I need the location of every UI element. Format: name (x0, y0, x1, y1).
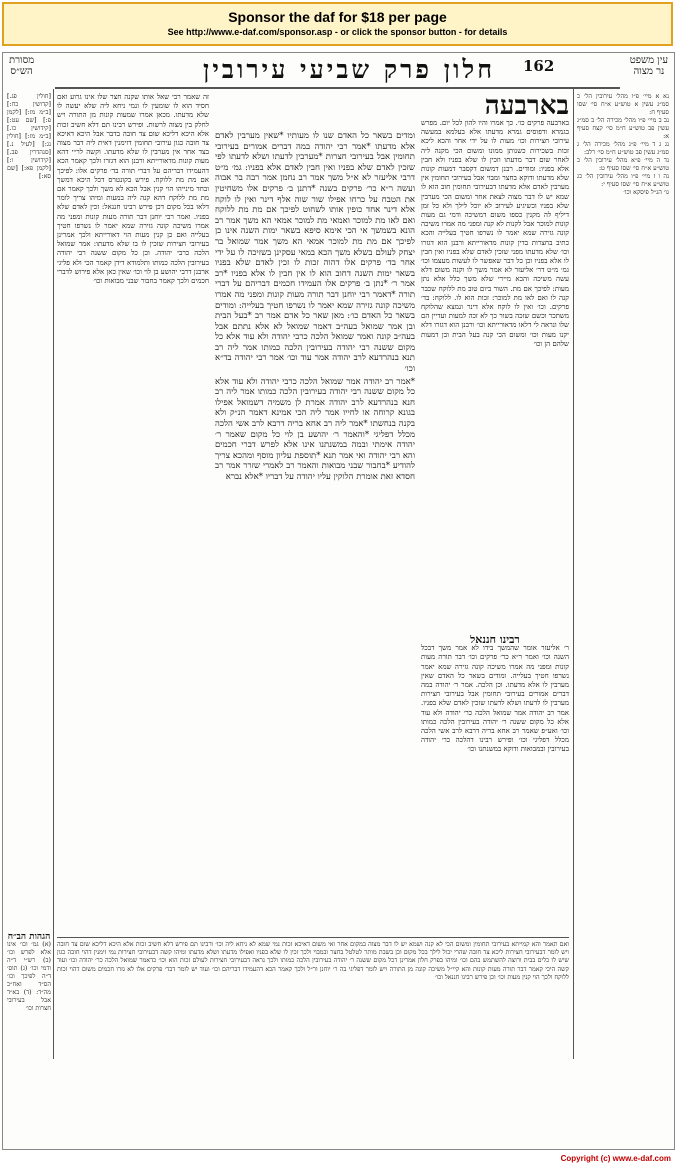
bottom-commentary-text: ואם תאמר והא קמייתא בעירובי תחומין ומשום הכי לא קנה ושמא יש לו דבר מצוה במקום אחר ואי משום דאיכא זכות נמי שמא לא ניחא ליה וכו׳ ורבינו תם פירש דלא חשיב זכות אלא היכא דליכא שום צד חובה ויש לומר דבעירובי חצירות ליכא צד חובה שהרי יכול לילך בכל מקום וכן בשבת מותר לטלטל בחצר ובמבוי ולכך זכין לו שלא בפניו ואפילו מדעתו ושלא מדעתו ומיהו קשה דבעירובי חצירות נמי זימנין דהוי חובה כגון שיש לו כלים בבית ורוצה להשתמש בהם וכו׳ ומיהו בפרק חלון אמרינן דכל מקום ששנה ר׳ יהודה בעירובין הלכה כמותו ולכך נראה דבעירובי חצירות לעולם זכות הוא וכו׳ כדאמר שמואל הלכה כר׳ יהודה וכו׳ ועוד קשה היכי קאמר דבר תורה מעות קונות והא קיי״ל משיכה קונה מן התורה ויש לומר דפליגי בה ר׳ יוחנן ור״ל ולכך קאמר הכא דהעמידו דבריהם וכו׳ ועוד יש לומר דבד׳ פרקים אלו לא גזרו חכמים משום דהוי זכות ללוקח ולכך הוי קנין מעות וכו׳ וכן פירש רבינו חננאל וכו׳ (57, 941, 569, 981)
masoret-header: מסורת הש״ס (9, 55, 35, 77)
copyright-link[interactable]: Copyright (c) www.e-daf.com (560, 1154, 671, 1163)
masoret-hashas-column (7, 93, 51, 933)
sponsor-subtitle[interactable]: See http://www.e-daf.com/sponsor.asp - or click the sponsor button - for details (167, 27, 508, 37)
gemara-text: ומדים בשאר כל האדם שנו לו מעותיו *שאין מערבין לאדם אלא מדעתו *אמר רבי יהודה במה דברים אמורים בעירובי תחומין אבל בעירובי חצרות *מערבין לדעתו ושלא לדעתו לפי שזכין לאדם שלא בפניו ואין חבין לאדם אלא בפניו: גמ׳ מ״ט דרבי אליעזר לא א״ל משך אמר רב נחמן אמר רבה בר אבוה ועשה ר״א כר׳ פרקים בשנה *דתנן ב׳ פרקים אלו משחיטין את הטבח על כרחו אפילו שור שוה אלף דינר ואין לו לוקח אלא דינר אחד כופין אותו לשחוט לפיכך אם מת מת ללוקח ואם לאו מת למוכר ואמאי מת למוכר אמאי הא משך אמר רב הונא בשמשך אי הכי אימא סיפא בשאר ימות השנה אינו כן לפיכך אם מת מת למוכר אמאי הא משך אמר שמואל בר יצחק לעולם בשלא משך הכא במאי עסקינן בשזיכה לו על ידי אחר בד׳ פרקים אלו דהוה זכות לו זכין לאדם שלא בפניו בשאר ימות השנה דחוב הוא לו אין חבין לו אלא בפניו *רב אמר ר׳ *נתן ב׳ פרקים אלו העמידו חכמים דבריהם על דברי תורה *דאמר רבי יוחנן דבר תורה מעות קונות ומפני מה אמרו משיכה קונה גזירה שמא יאמר לו נשרפו חטיך בעלייה: ומודים בשאר כל האדם כו׳: מאן שאר כל אדם אמר רב *בעל הבית ובן אמר שמואל בעה״ב דאמר שמואל לא אלא נתתם אבל בעה״ב קונה ואמר שמואל הלכה כרבי יהודה ולא עוד אלא כל מקום ששנה רבי יהודה בעירובין הלכה כמותו אמר ליה רב תנא בנהרדעא לרב יהודה אמר עוד וכו׳ אמר רבי יהודה בד״א וכו׳ (215, 131, 415, 375)
header-rule (55, 87, 620, 89)
left-margin-rule (53, 89, 54, 1059)
gemara-text-continued: *אמר רב יהודה אמר שמואל הלכה כרבי יהודה ולא עוד אלא כל מקום ששנה רבי יהודה בעירובין הלכה כמותו אמר ליה רב חנא בנהרדעא לרב יהודה אמרת לן משמיה דשמואל אפילו בגונא קרוחה או לחייו אמר ליה הכי אמינא דאמר הנ״ק ולא בקנה בנחשתו *אמר ליה רב אחא בריה דרבא לרב אשי הלכה מכלל דפליגי *והאמר ר׳ יהושע בן לוי כל מקום שאמר ר׳ יהודה אימתי ובמה במשנתנו אינו אלא לפרש דברי חכמים והא רבי יהודה ואי אמר תנא *תוספת עליון מוסף ומהכא צריך להודיע *בחבור שבני מבואות והאמר רב לאמרי שזרר אמר רב חסדא זאת אומרת הלוקין עליו יהודה על דבריו *אלא נברא (215, 376, 415, 482)
rashi-text: בארבעה פרקים כו׳. כך אמרו והיו להון לכל יום. מפרש בגמרא ודפוסים גמרא מדעתו אלא בעלמא במעשה עירובי חצירות וכו׳ מעות לו על ידי אחר והכא ליכא זכות בשכירות כשנותן ממונו ומשום הכי מקנה ליה לאחר שום דבר מדעתו וזכין לו שלא בפניו ולא חבין אלא בפניו: ומודים. רבנן דמשום דקסבר דמעות קונות שלא מדעתו ודוקא בחצר ומבוי אבל בעירובי תחומין אין מערבין לאדם אלא מדעתו דבעירובי תחומין חוב הוא לו שמא יש לו דבר מצוה לצאת אחר ומשום הכי מערבין שלא בפניו וכשיגיע לעירוב לא יוכל לילך ולא כל זמן דיליף לה מקנין כספו משום דמשיכה ודמי גם מעות קונות למוכר אבל לקנות לא קנה ומפני מה אמרו משיכה קונה גזירה שמא יאמר לו נשרפו חטיך בעלייה והכא כתיב בחצרות בדין קונות מדאורייתא ורבנן הוא דגזרו וכו׳ שלא מדעתו מפני שזכין לאדם שלא בפניו ואין חבין לו אלא בפניו וכן כל דבר שאפשר לו לעשות מעצמו וכו׳ גמ׳ מ״ט דר׳ אליעזר לא אמר משך לו וקנה משום דלא עשה משיכה והכא מיירי שלא משך כלל אלא נתן מעות: לפיכך אם מת. השור ביום טוב מת ללוקח שכבר קנה לו ואם לאו מת למוכר: זכות הוא לו. ללוקח: בד׳ פרקים. וכו׳ ואין לו לוקח אלא דינר ונמצא שהלוקח משתכר וכשם שזכה בשור כך לא זכה למעות ועדיין הם שלו ונראה לי דלאו מדאורייתא וכו׳ ורבנן הוא דגזרו דלא יקנו מעות וכו׳ ומשום הכי קנה בעל הבית ובן דמעות שלהם הן וכו׳ (421, 119, 569, 348)
page-title: חלון פרק שביעי עירובין (203, 55, 495, 84)
bottom-commentary (57, 941, 569, 1139)
rabbeinu-chananel-column (421, 635, 569, 935)
hagahot-text: (א) גמ׳ וכו׳ אינו אלא לפרש וכו׳ (ב) רש״י ד״ה ודמי וכו׳ (ג) תוס׳ ד״ה לפיכך וכו׳ הס״ד ואח״כ מה״ד: (ד) בא״ד אבל בעירובי חצרות וכו׳ (7, 941, 51, 1012)
rashi-column (421, 93, 569, 631)
rabbeinu-text: ר׳ אליעזר אומר שהמשך בידו לא אמר משך דבכל השנה וכו׳ ואמר ר״א כר׳ פרקים וכו׳ דבר תורה מעות קונות ומפני מה אמרו משיכה קונה גזירה שמא יאמר נשרפו חטיך בעלייה. ומודים בשאר כל האדם שאין מערבין לו אלא מדעתו. וכן הלכה. אמר ר׳ יהודה במה דברים אמורים בעירובי תחומין אבל בעירובי חצירות מערבין לו לדעתו ושלא לדעתו שזכין לאדם שלא בפניו. אמר רב יהודה אמר שמואל הלכה כר׳ יהודה ולא עוד אלא כל מקום ששנה ר׳ יהודה בעירובין הלכה כמותו וכו׳ ואע״פ שאמר רב אחא בריה דרבא לרב אשי הלכה מכלל דפליגי וכו׳ ופירש רבינו דהלכה כר׳ יהודה בעירובין ובמבואות ודוקא במשנתנו וכו׳ (421, 644, 569, 754)
page-header (3, 53, 674, 87)
right-margin-rule (573, 89, 574, 1059)
tosafot-text: זה שאמר רבי שאל אותו שקנה חצר שלו אינו גרוע ואם חסיד הוא לו שומעין לו ונמי ניחא ליה שלא יעשה לו שלא מדעתו. מכאן אמרו שמעות קונות מן התורה ויש לחלק בין מצוה לרשות. ופירש רבינו תם דלא חשיב זכות אלא היכא דליכא שום צד חובה בדבר אבל היכא דאיכא צד חובה כגון עירובי תחומין דזימנין דאית ליה דבר מצוה בצד אחר אין מערבין לו שלא מדעתו. וקשה לר״י דהא מעות קונות מדאורייתא ורבנן הוא דגזרו ולכך קאמר הכא דהעמידו דבריהם על דברי תורה בד׳ פרקים אלו: לפיכך אם מת מת ללוקח. פירש בקונטרס דכל היכא דמשך ובחד מינייהו הוי קנין אבל הכא לא משך ולכך קאמר אם מת מת ללוקח דהא קנה ליה במעות ומיהו צריך לומר דלאו בכל מקום דכן פירש רבינו חננאל: זכין לאדם שלא בפניו. ואמר רבי יוחנן דבר תורה מעות קונות ומפני מה אמרו משיכה קונה גזירה שמא יאמר לו נשרפו חטיך בעלייה ואם כן קנין מעות הוי דאורייתא ולכך אמרינן בעירובי חצירות שזכין לו בו שלא מדעתו: אמר שמואל הלכה כרבי יהודה. וכן כל מקום ששנה רבי יהודה בעירובין הלכה כמותו ותלמודא דידן קאמר הכי ולא פליגי ארבנן דרבי יהושע בן לוי וכו׳ שאין כאן אלא פירוש לדברי חכמים ולכך קאמר בחבור שבני מבואות וכו׳ (57, 93, 209, 286)
bottom-rule (57, 937, 569, 938)
page-number: 162 (523, 57, 555, 75)
ein-mishpat-header: עין משפט נר מצוה (629, 55, 668, 77)
ein-mishpat-text: נא א מיי׳ פ״ו מהל׳ עירובין הל׳ כ סמ״ג עשין א טוש״ע א״ח סי׳ שסו סעיף ח: נב ב מיי׳ פ״ו מהל׳ מכירה הל׳ ב סמ״ג עשין פב טוש״ע ח״מ סי׳ קצח סעיף א: נג ג ד מיי׳ פ״ג מהל׳ מכירה הל׳ ג סמ״ג עשין פב טוש״ע ח״מ סי׳ רלב: נד ה מיי׳ פ״א מהל׳ עירובין הל׳ כ טוש״ע א״ח סי׳ שסו סעיף ט: נה ו ז מיי׳ פ״ו מהל׳ עירובין הל׳ כג טוש״ע א״ח סי׳ שסו סעיף י: גו׳ הנ״ל פיסקא וכו׳ (577, 93, 669, 196)
hagahot-column (7, 933, 51, 1063)
tosafot-column (57, 93, 209, 933)
ein-mishpat-column (577, 93, 669, 1053)
talmud-page (2, 52, 675, 1150)
masoret-text: [חולין פג.] [קדושין כח:] [ב״מ מז:] [לקמן פ:] [שם עט:] [קידושין כו.] [ב״מ מז:] [חולין נג:] [לעיל נ.] [סנהדרין פב.] [קידושין ו:] [לקמן פא:] [שם סא:] (7, 93, 51, 180)
sponsor-banner[interactable] (2, 2, 673, 46)
opening-word: בארבעה (484, 93, 569, 121)
hagahot-label: הגהות הב״ח (7, 933, 51, 942)
sponsor-title[interactable]: Sponsor the daf for $18 per page (228, 9, 447, 25)
gemara-column (215, 131, 415, 927)
rabbeinu-label: רבינו חננאל (470, 635, 520, 646)
